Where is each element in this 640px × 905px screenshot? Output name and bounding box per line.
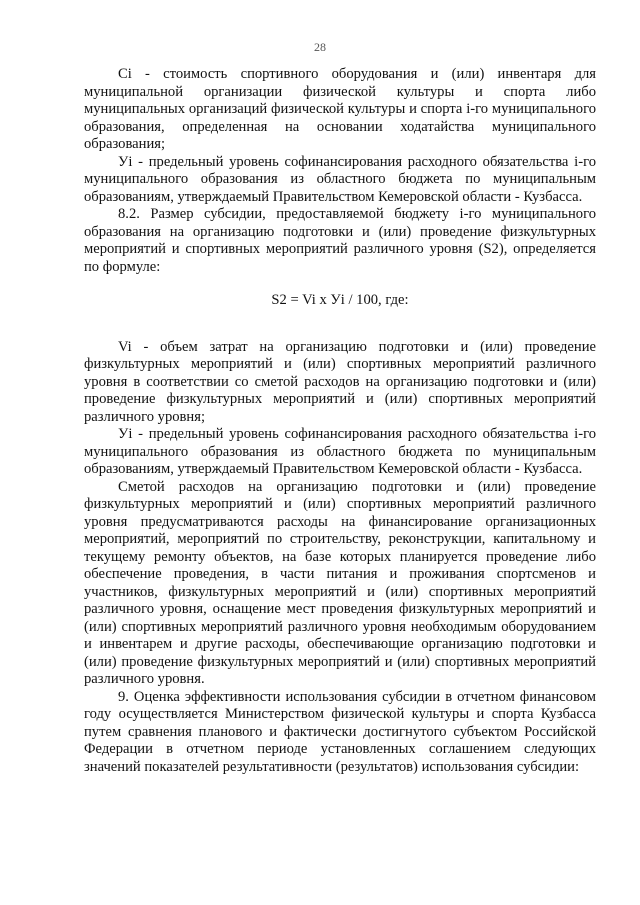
document-body [84,66,596,776]
paragraph-8-2: 8.2. Размер субсидии, предоставляемой бюджету i-го муниципального образования на организацию подготовки и (или) проведение физкультурных мероприятий и спортивных мероприятий различного уровня (S2), определяется по формуле: [84,206,596,275]
paragraph-vi-definition: Vi - объем затрат на организацию подготовки и (или) проведение физкультурных мероприятий и (или) спортивных мероприятий различного уровня в соответствии со сметой расходов на организацию подготовки и (или) проведение физкультурных мероприятий и (или) спортивных мероприятий различного уровня; [84,338,596,425]
formula-s2: S2 = Vi x Уi / 100, где: [271,292,409,308]
paragraph-ci-definition: Ci - стоимость спортивного оборудования и (или) инвентаря для муниципальной организации физической культуры и спорта либо муниципальных организаций физической культуры и спорта i-го муниципального образования, определенная на основании ходатайства муниципального образования; [84,66,596,152]
paragraph-expense-estimate: Сметой расходов на организацию подготовки и (или) проведение физкультурных мероприятий и (или) спортивных мероприятий различного уровня предусматриваются расходы на финансирование организационных мероприятий, мероприятий по строительству, реконструкции, капитальному и текущему ремонту объектов, на базе которых планируется проведение либо обеспечение проведения, в части питания и проживания спортсменов и участников, физкультурных мероприятий и (или) спортивных мероприятий различного уровня, оснащение мест проведения физкультурных мероприятий и (или) спортивных мероприятий различного уровня необходимым оборудованием и инвентарем и другие расходы, обеспечивающие организацию подготовки и (или) проведение физкультурных мероприятий и (или) спортивных мероприятий различного уровня. [84,478,596,687]
paragraph-yi-definition: Уi - предельный уровень софинансирования расходного обязательства i-го муниципального образования из областного бюджета по муниципальным образованиям, утверждаемый Правительством Кемеровской области - Кузбасса. [84,153,596,205]
paragraph-yi-definition-2: Уi - предельный уровень софинансирования расходного обязательства i-го муниципального образования из областного бюджета по муниципальным образованиям, утверждаемый Правительством Кемеровской области - Кузбасса. [84,426,596,477]
page-number: 28 [314,40,326,54]
paragraph-9: 9. Оценка эффективности использования субсидии в отчетном финансовом году осуществляется Министерством физической культуры и спорта Кузбасса путем сравнения планового и фактически достигнутого субъектом Российской Федерации в отчетном периоде установленных соглашением следующих значений показателей результативности (результатов) использования субсидии: [84,688,596,775]
